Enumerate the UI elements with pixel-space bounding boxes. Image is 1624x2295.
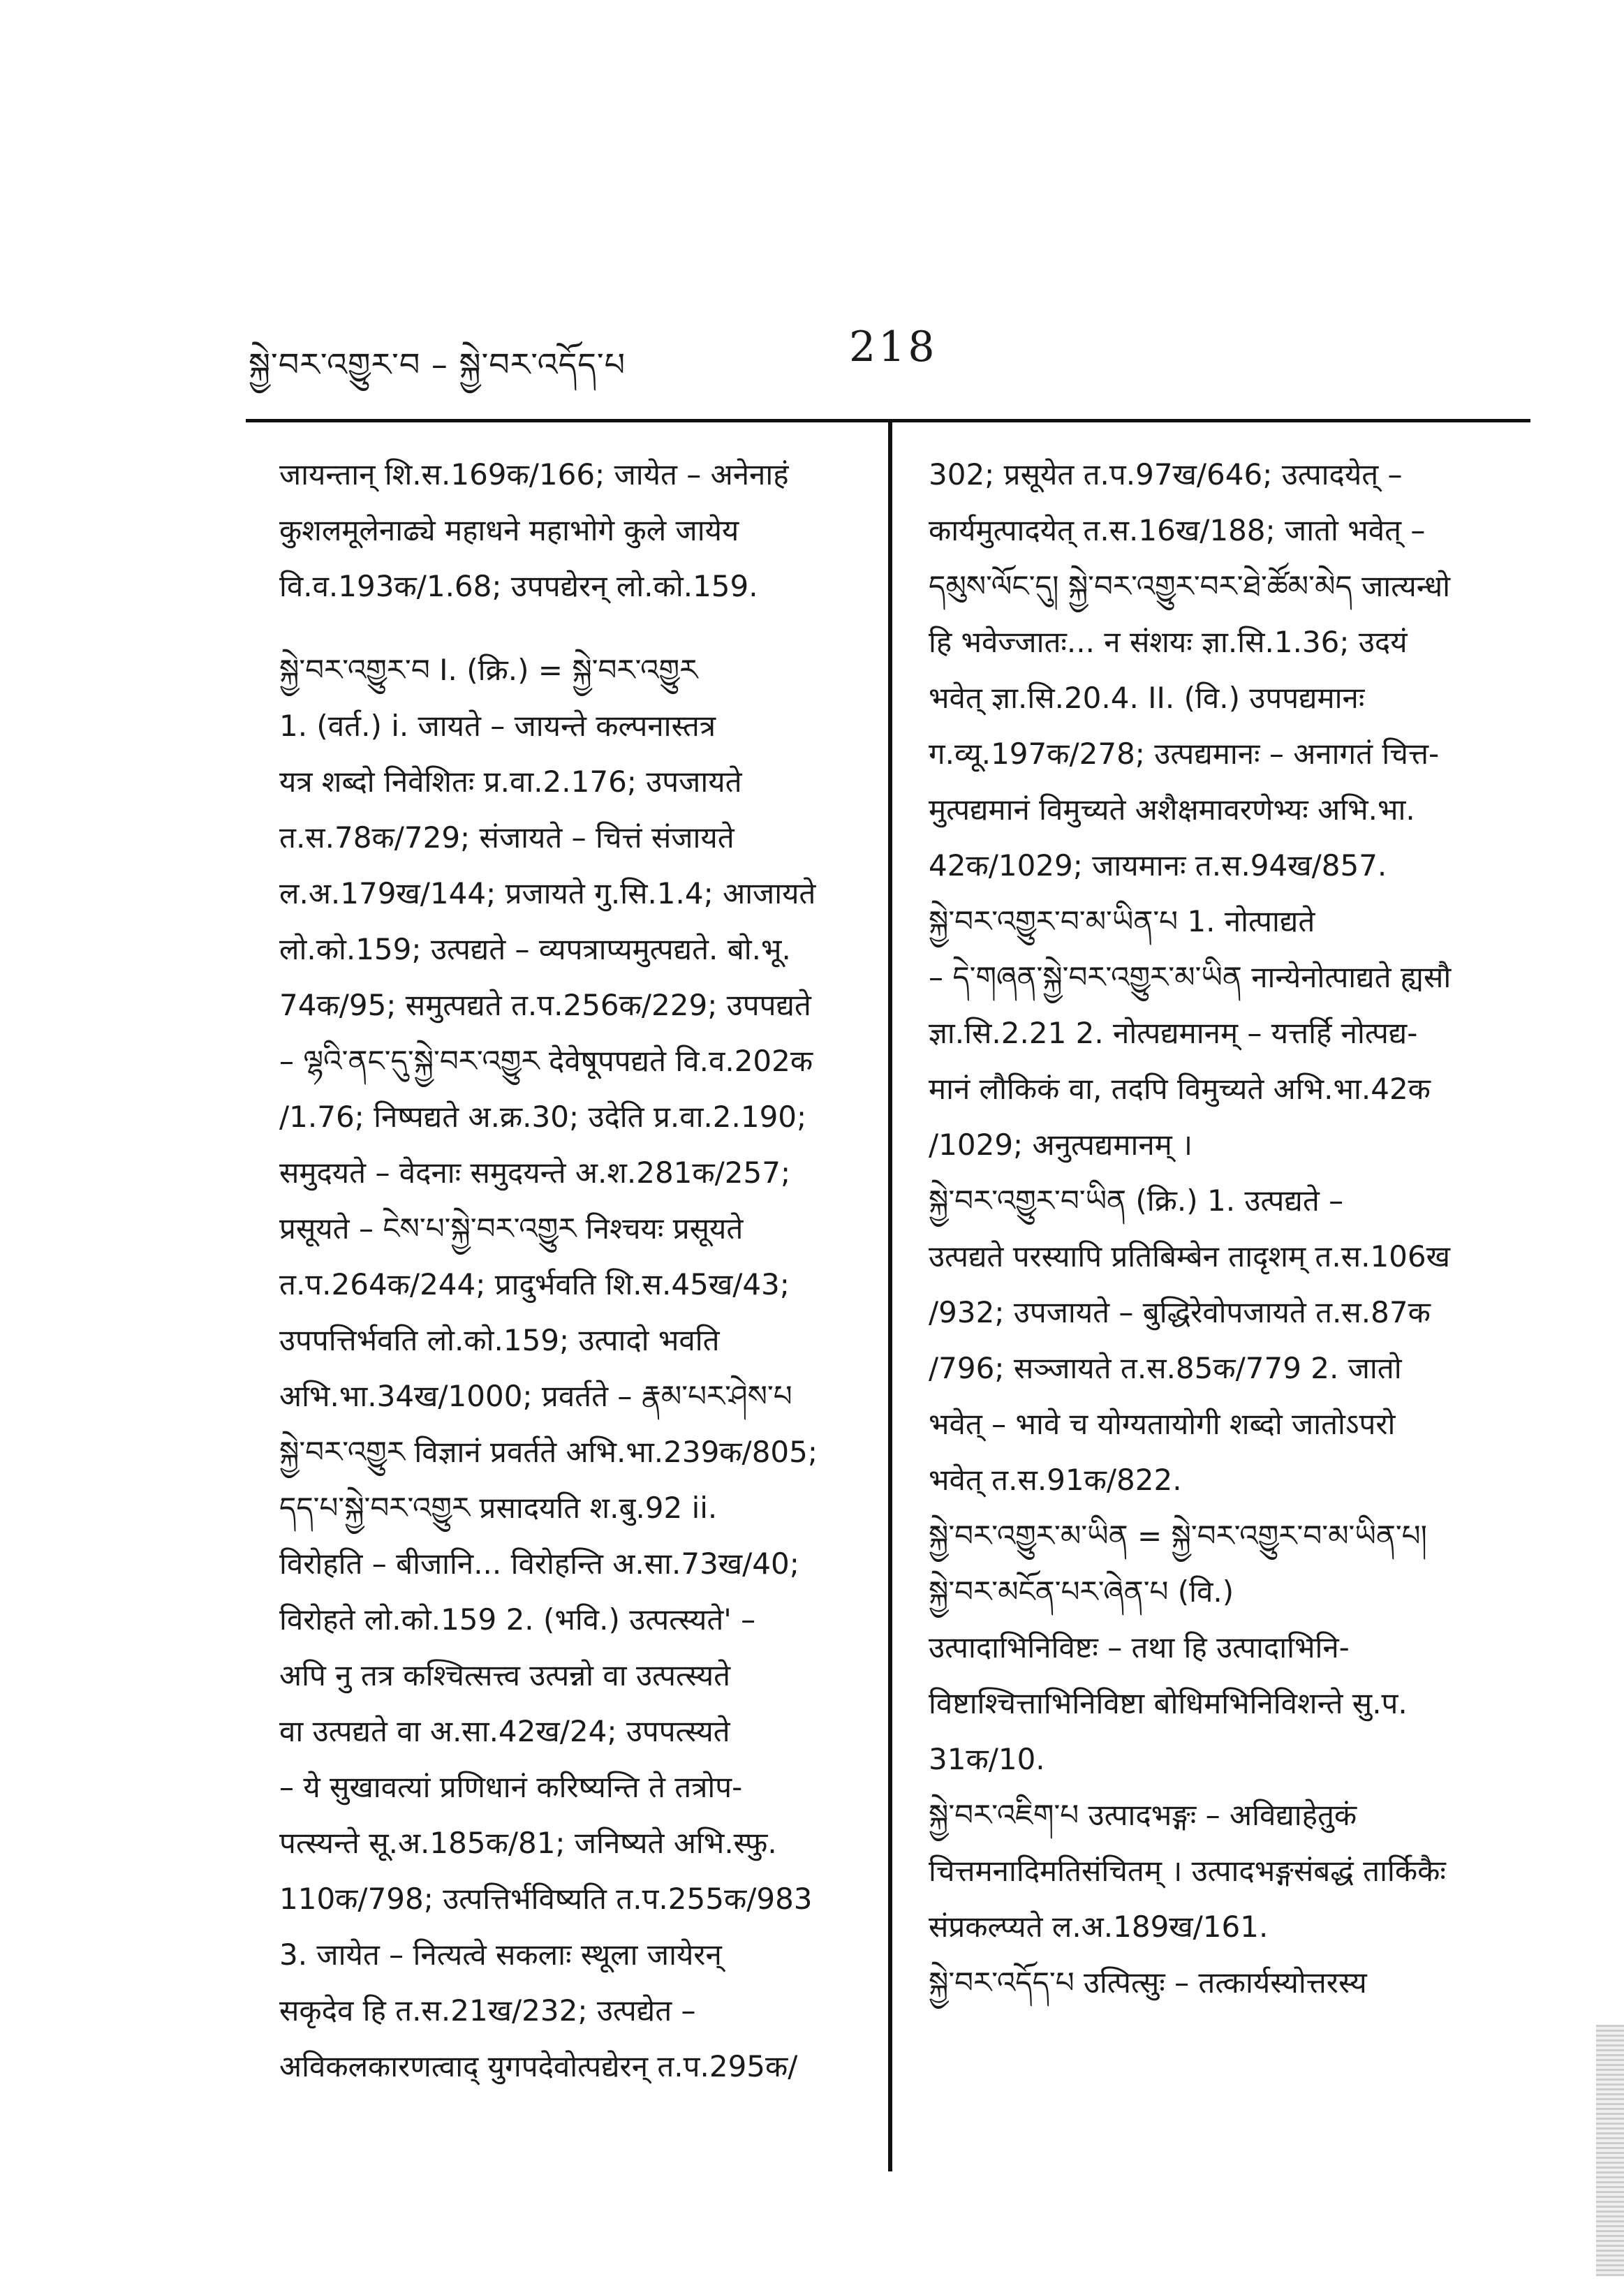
left-column-line: – ये सुखावत्यां प्रणिधानं करिष्यन्ति ते तत्रोप-: [279, 1770, 743, 1804]
right-column-line: उत्पद्यते परस्यापि प्रतिबिम्बेन तादृशम् त.स.106ख: [929, 1239, 1450, 1274]
right-column-line: मुत्पद्यमानं विमुच्यते अशैक्षमावरणेभ्यः अभि.भा.: [929, 792, 1415, 827]
right-column-line: སྐྱེ་བར་འཇིག་པ उत्पादभङ्गः – अविद्याहेतुकं: [929, 1798, 1357, 1832]
right-column-line: ज्ञा.सि.2.21 2. नोत्पद्यमानम् – यत्तर्हि नोत्पद्य-: [929, 1016, 1418, 1050]
left-column-line: /1.76; निष्पद्यते अ.क्र.30; उदेति प्र.वा.2.190;: [279, 1100, 807, 1134]
left-column-line: विरोहते लो.को.159 2. (भवि.) उत्पत्स्यते' –: [279, 1602, 756, 1637]
left-column-line: དད་པ་སྐྱེ་བར་འགྱུར प्रसादयति श.बु.92 ii.: [279, 1491, 718, 1525]
left-column-line: त.स.78क/729; संजायते – चित्तं संजायते: [279, 820, 735, 855]
right-column-line: སྐྱེ་བར་འགྱུར་བ་ཡིན (क्रि.) 1. उत्पद्यते –: [929, 1183, 1344, 1218]
right-column-line: भवेत् ज्ञा.सि.20.4. II. (वि.) उपपद्यमानः: [929, 681, 1365, 715]
right-column-line: སྐྱེ་བར་འདོད་པ उत्पित्सुः – तत्कार्यस्योत्तरस्य: [929, 1965, 1367, 2000]
left-column-line: समुदयते – वेदनाः समुदयन्ते अ.श.281क/257;: [279, 1156, 791, 1190]
left-column-line: कुशलमूलेनाढ्ये महाधने महाभोगे कुले जायेय: [279, 513, 739, 547]
left-column-line: वा उत्पद्यते वा अ.सा.42ख/24; उपपत्स्यते: [279, 1714, 730, 1748]
left-column-line: त.प.264क/244; प्रादुर्भवति शि.स.45ख/43;: [279, 1267, 790, 1301]
left-column-line: वि.व.193क/1.68; उपपद्येरन् लो.को.159.: [279, 569, 758, 603]
right-column-line: ग.व्यू.197क/278; उत्पद्यमानः – अनागतं चित्त-: [929, 737, 1440, 771]
left-column-line: སྐྱེ་བར་འགྱུར་བ I. (क्रि.) = སྐྱེ་བར་འགྱུར: [279, 653, 698, 687]
right-column-line: भवेत् त.स.91क/822.: [929, 1463, 1182, 1497]
right-column-line: कार्यमुत्पादयेत् त.स.16ख/188; जातो भवेत् –: [929, 513, 1426, 547]
left-column-line: पत्स्यन्ते सू.अ.185क/81; जनिष्यते अभि.स्फु.: [279, 1826, 777, 1860]
left-column-line: प्रसूयते – ངེས་པ་སྐྱེ་བར་འགྱུར निश्चयः प्रसूयते: [279, 1211, 744, 1246]
scan-edge-artifact: [1596, 2025, 1624, 2276]
left-column-line: उपपत्तिर्भवति लो.को.159; उत्पादो भवति: [279, 1323, 720, 1357]
right-column-line: विष्टाश्चित्ताभिनिविष्टा बोधिमभिनिविशन्ते सु.प.: [929, 1686, 1408, 1720]
page-header: [249, 323, 1533, 383]
right-column-line: चित्तमनादिमतिसंचितम् । उत्पादभङ्गसंबद्धं तार्किकैः: [929, 1854, 1446, 1888]
right-column-line: སྐྱེ་བར་འགྱུར་མ་ཡིན = སྐྱེ་བར་འགྱུར་བ་མ་ཡིན་པ།: [929, 1519, 1427, 1553]
right-column-line: 302; प्रसूयेत त.प.97ख/646; उत्पादयेत् –: [929, 457, 1403, 492]
right-column-line: संप्रकल्प्यते ल.अ.189ख/161.: [929, 1910, 1269, 1944]
left-column-line: अभि.भा.34ख/1000; प्रवर्तते – རྣམ་པར་ཤེས་པ: [279, 1379, 792, 1413]
left-column-line: 1. (वर्त.) i. जायते – जायन्ते कल्पनास्तत्र: [279, 709, 716, 743]
left-column-line: यत्र शब्दो निवेशितः प्र.वा.2.176; उपजायते: [279, 765, 742, 799]
left-column-line: लो.को.159; उत्पद्यते – व्यपत्राप्यमुत्पद्यते. बो.भू.: [279, 932, 791, 966]
left-column-line: 3. जायेत – नित्यत्वे सकलाः स्थूला जायेरन्: [279, 1938, 722, 1972]
left-column-line: ल.अ.179ख/144; प्रजायते गु.सि.1.4; आजायते: [279, 876, 816, 910]
right-column-line: – དེ་གཞན་སྐྱེ་བར་འགྱུར་མ་ཡིན नान्येनोत्पाद्यते ह्यसौ: [929, 960, 1452, 994]
right-column-line: मानं लौकिकं वा, तदपि विमुच्यते अभि.भा.42क: [929, 1072, 1431, 1106]
left-column-line: [279, 614, 852, 642]
right-column-line: 31क/10.: [929, 1742, 1045, 1776]
right-column-line: /796; सञ्जायते त.स.85क/779 2. जातो: [929, 1351, 1402, 1385]
right-column-line: हि भवेज्जातः... न संशयः ज्ञा.सि.1.36; उदयं: [929, 625, 1408, 659]
right-column-line: དམུས་ལོང་དུ། སྐྱེ་བར་འགྱུར་བར་ཐེ་ཚོམ་མེད जात्यन्धो: [929, 569, 1451, 603]
left-column-line: अविकलकारणत्वाद् युगपदेवोत्पद्येरन् त.प.295क/: [279, 2049, 798, 2083]
left-column-line: जायन्तान् शि.स.169क/166; जायेत – अनेनाहं: [279, 457, 789, 492]
left-column-line: सकृदेव हि त.स.21ख/232; उत्पद्येत –: [279, 1993, 696, 2028]
left-column-line: विरोहति – बीजानि... विरोहन्ति अ.सा.73ख/40;: [279, 1547, 799, 1581]
left-column-line: – ལྷའི་ནང་དུ་སྐྱེ་བར་འགྱུར देवेषूपपद्यते वि.व.202क: [279, 1044, 813, 1078]
right-column-line: /1029; अनुत्पद्यमानम् ।: [929, 1128, 1193, 1162]
right-column-line: /932; उपजायते – बुद्धिरेवोपजायते त.स.87क: [929, 1295, 1431, 1329]
right-column: [929, 447, 1529, 2011]
left-column: [279, 447, 852, 2095]
left-column-line: अपि नु तत्र कश्चित्सत्त्व उत्पन्नो वा उत्पत्स्यते: [279, 1658, 731, 1692]
page-number: 218: [849, 323, 938, 371]
right-column-line: भवेत् – भावे च योग्यतायोगी शब्दो जातोऽपरो: [929, 1407, 1396, 1441]
column-divider: [888, 419, 892, 2171]
right-column-line: སྐྱེ་བར་མངོན་པར་ཞེན་པ (वि.): [929, 1574, 1234, 1609]
left-column-line: སྐྱེ་བར་འགྱུར विज्ञानं प्रवर्तते अभि.भा.239क/805;: [279, 1435, 818, 1469]
right-column-line: སྐྱེ་བར་འགྱུར་བ་མ་ཡིན་པ 1. नोत्पाद्यते: [929, 904, 1315, 938]
right-column-line: 42क/1029; जायमानः त.स.94ख/857.: [929, 848, 1387, 883]
right-column-line: उत्पादाभिनिविष्टः – तथा हि उत्पादाभिनि-: [929, 1630, 1350, 1665]
running-title: སྐྱེ་བར་འགྱུར་བ – སྐྱེ་བར་འདོད་པ: [249, 346, 626, 383]
left-column-line: 74क/95; समुत्पद्यते त.प.256क/229; उपपद्यते: [279, 988, 811, 1022]
left-column-line: 110क/798; उत्पत्तिर्भविष्यति त.प.255क/983: [279, 1882, 813, 1916]
